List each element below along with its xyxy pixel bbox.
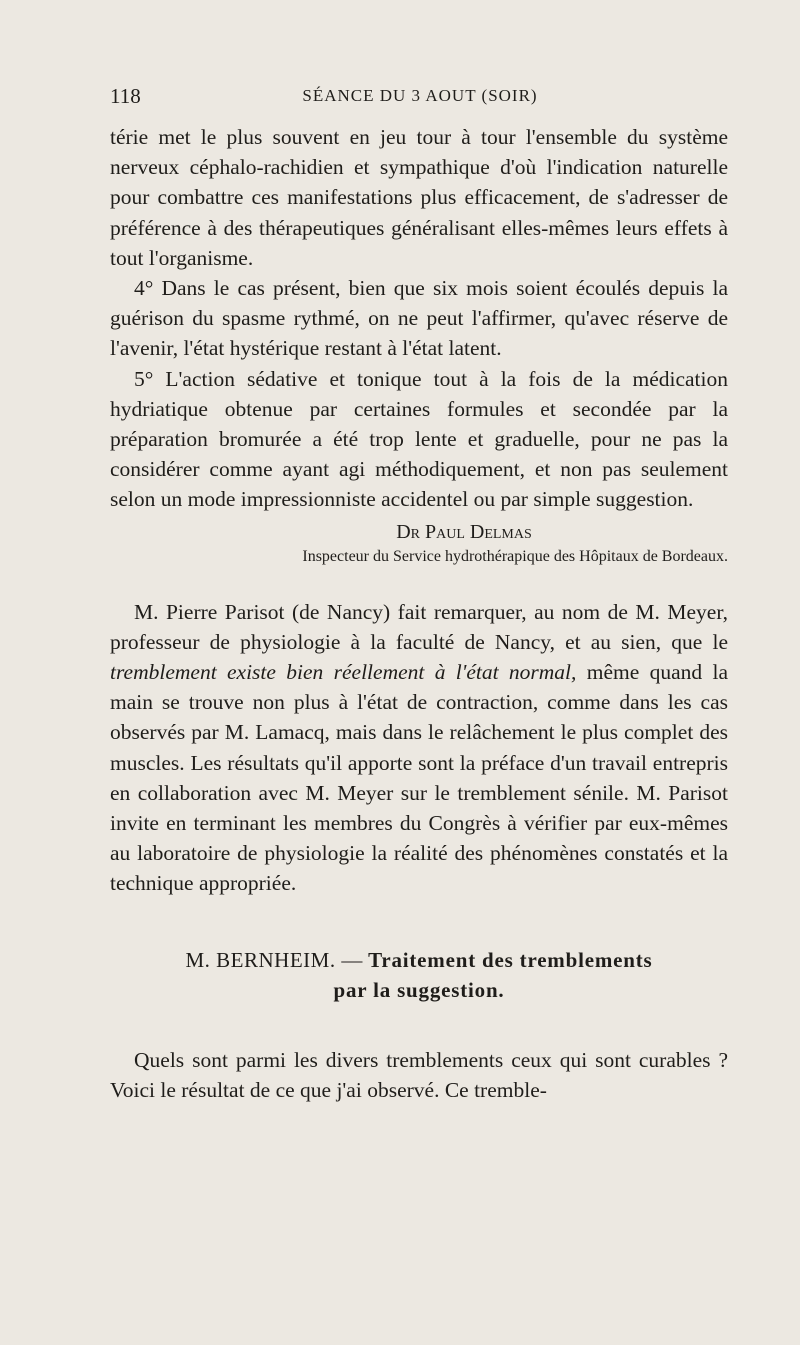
paragraph-point-5: 5° L'action sédative et tonique tout à la fois de la médication hydriatique obtenue par certaines formules et secondée par la préparation bromurée a été trop lente et graduelle, pour ne pas la considérer comme ayant agi méthodiquement, et non pas seulement selon un mode impressionniste accidentel ou par simple suggestion. (110, 366, 728, 512)
running-head: SÉANCE DU 3 AOUT (SOIR) (302, 86, 538, 105)
paragraph-parisot (110, 597, 728, 899)
paragraph-continuation: térie met le plus souvent en jeu tour à tour l'ensemble du système nerveux céphalo-rachidien et sympathique d'où l'indication naturelle pour combattre ces manifestations plus efficacement, de s'adresser de préférence à des thérapeutiques généralisant elles-mêmes leurs effets à tout l'organisme. (110, 125, 728, 270)
paragraph-point-4: 4° Dans le cas présent, bien que six mois soient écoulés depuis la guérison du spasme rythmé, on ne peut l'affirmer, qu'avec réserve de l'avenir, l'état hystérique restant à l'état latent. (110, 276, 728, 361)
body-text (110, 122, 728, 1105)
section-heading (110, 945, 728, 1005)
section-subject-line1: Traitement des tremblements (368, 947, 653, 972)
author-signature: Dr Paul Delmas (396, 520, 532, 543)
page-header (110, 84, 730, 114)
author-affiliation: Inspecteur du Service hydrothérapique des Hôpitaux de Bordeaux. (302, 547, 728, 565)
parisot-rest: même quand la main se trouve non plus à l'état de contraction, comme dans les cas observés par M. Lamacq, mais dans le relâchement le plus complet des muscles. Les résultats qu'il apporte sont la préface d'un travail entrepris en collaboration avec M. Meyer sur le tremblement sénile. M. Parisot invite en terminant les membres du Congrès à vérifier par eux-mêmes au laboratoire de physiologie la réalité des phénomènes constatés et la technique appropriée. (110, 660, 728, 896)
parisot-emphasis: tremblement existe bien réellement à l'état normal, (110, 660, 577, 685)
paragraph-bernheim: Quels sont parmi les divers tremblements ceux qui sont curables ? Voici le résultat de ce que j'ai observé. Ce tremble- (110, 1047, 728, 1102)
section-subject-line2: par la suggestion. (333, 977, 505, 1002)
parisot-intro: M. Pierre Parisot (de Nancy) fait remarquer, au nom de M. Meyer, professeur de physiologie à la faculté de Nancy, et au sien, que le (110, 599, 728, 654)
section-author: M. BERNHEIM. — (185, 947, 363, 972)
page-number: 118 (110, 84, 141, 108)
